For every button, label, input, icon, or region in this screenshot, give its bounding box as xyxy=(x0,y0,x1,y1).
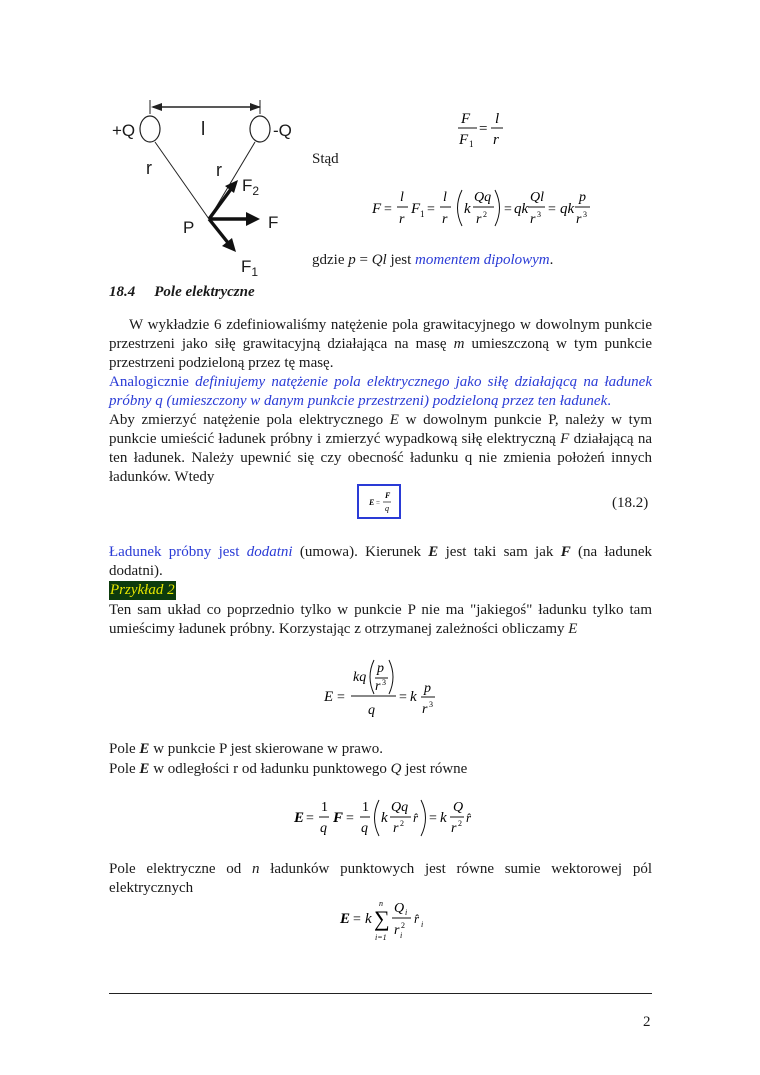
svg-text:3: 3 xyxy=(537,210,541,219)
l-label: l xyxy=(201,119,206,140)
svg-text:Qq: Qq xyxy=(474,190,492,205)
svg-text:F: F xyxy=(385,491,391,500)
svg-text:=: = xyxy=(429,811,437,826)
svg-text:r: r xyxy=(451,821,457,836)
svg-text:=: = xyxy=(376,499,380,507)
svg-text:i: i xyxy=(421,920,424,929)
svg-text:l: l xyxy=(400,190,404,205)
svg-text:r̂: r̂ xyxy=(413,810,419,825)
svg-text:q: q xyxy=(320,821,327,836)
paragraph-field-definition: Analogicznie definiujemy natężenie pola elektrycznego jako siłę działającą na ładunek próbny q (umieszczony w danym punkcie przestrzeni) podzieloną przez ten ładunek. xyxy=(109,374,652,409)
svg-text:kq: kq xyxy=(353,670,367,685)
svg-text:r: r xyxy=(442,212,448,227)
svg-text:2: 2 xyxy=(483,210,487,219)
svg-text:k: k xyxy=(381,810,388,826)
svg-text:p: p xyxy=(424,681,431,696)
svg-text:k: k xyxy=(365,911,372,927)
svg-text:r: r xyxy=(393,821,399,836)
svg-text:k: k xyxy=(440,810,447,826)
svg-text:F: F xyxy=(411,201,421,217)
svg-text:p: p xyxy=(377,661,384,676)
svg-text:r: r xyxy=(530,212,536,227)
svg-text:r: r xyxy=(422,702,428,717)
svg-text:F: F xyxy=(333,810,344,826)
section-title: Pole elektryczne xyxy=(154,284,255,300)
svg-text:1: 1 xyxy=(420,209,425,219)
svg-text:E: E xyxy=(324,689,334,705)
f2-label: $F_2$ xyxy=(242,176,260,198)
charge-minus-circle xyxy=(250,116,270,142)
footer-rule xyxy=(109,993,652,994)
dipole-moment-term: momentem dipolowym xyxy=(415,252,550,268)
svg-text:=: = xyxy=(427,202,435,217)
svg-text:Qq: Qq xyxy=(391,800,409,815)
line-field-direction: Pole E w punkcie P jest skierowane w prawo. xyxy=(109,741,383,757)
superposition-equation xyxy=(338,896,428,944)
svg-text:qk: qk xyxy=(514,201,529,217)
section-heading xyxy=(109,284,255,301)
svg-text:E: E xyxy=(294,810,305,826)
paragraph-positive-charge: Ładunek próbny jest dodatni (umowa). Kierunek E jest taki sam jak F (na ładunek dodatni). xyxy=(109,544,652,579)
svg-text:=: = xyxy=(479,121,488,137)
svg-text:l: l xyxy=(443,190,447,205)
svg-text:=: = xyxy=(384,202,392,217)
f-label: F xyxy=(268,213,279,232)
f-arrowhead xyxy=(246,212,260,226)
svg-text:F: F xyxy=(459,132,469,148)
svg-text:=: = xyxy=(353,912,361,927)
svg-text:q: q xyxy=(385,504,389,513)
svg-text:r: r xyxy=(399,212,405,227)
ratio-equation xyxy=(455,108,515,150)
example-label: Przykład 2 xyxy=(110,582,175,598)
svg-text:=: = xyxy=(346,811,354,826)
svg-text:3: 3 xyxy=(429,700,433,709)
r-line-left xyxy=(155,142,209,219)
svg-text:i=1: i=1 xyxy=(375,933,387,942)
svg-text:=: = xyxy=(337,690,345,705)
svg-text:=: = xyxy=(504,202,512,217)
svg-text:2: 2 xyxy=(458,819,462,828)
svg-text:3: 3 xyxy=(382,678,386,687)
r-left-label: r xyxy=(146,158,152,178)
svg-text:2: 2 xyxy=(401,921,405,930)
svg-text:r: r xyxy=(375,679,381,694)
svg-text:q: q xyxy=(368,703,375,718)
svg-text:F: F xyxy=(461,111,471,127)
svg-text:1: 1 xyxy=(362,800,369,815)
svg-text:n: n xyxy=(379,899,383,908)
svg-text:k: k xyxy=(410,689,417,705)
svg-text:Q: Q xyxy=(394,901,405,916)
svg-text:r: r xyxy=(576,212,582,227)
svg-text:3: 3 xyxy=(583,210,587,219)
svg-text:F: F xyxy=(372,201,382,217)
dipole-diagram xyxy=(108,98,298,283)
svg-text:Ql: Ql xyxy=(530,190,544,205)
line-point-charge: Pole E w odległości r od ładunku punktowego Q jest równe xyxy=(109,761,468,777)
dipole-moment-line: gdzie p = Ql jest momentem dipolowym. xyxy=(312,252,554,268)
svg-text:∑: ∑ xyxy=(374,906,390,931)
paragraph-superposition: Pole elektryczne od n ładunków punktowych jest równe sumie wektorowej pól elektrycznych xyxy=(109,861,652,896)
svg-text:2: 2 xyxy=(400,819,404,828)
r-right-label: r xyxy=(216,160,222,180)
svg-text:=: = xyxy=(399,690,407,705)
section-number: 18.4 xyxy=(109,284,136,300)
svg-text:1: 1 xyxy=(469,139,474,149)
charge-plus-circle xyxy=(140,116,160,142)
plus-q-label: +Q xyxy=(112,121,136,140)
field-dipole-equation xyxy=(322,656,442,720)
svg-text:E: E xyxy=(369,498,375,507)
svg-text:r: r xyxy=(476,212,482,227)
svg-text:r̂: r̂ xyxy=(414,911,420,926)
svg-text:r: r xyxy=(394,923,400,938)
arrowhead-right xyxy=(250,103,261,111)
svg-text:=: = xyxy=(306,811,314,826)
svg-text:1: 1 xyxy=(321,800,328,815)
page-number: 2 xyxy=(643,1014,651,1030)
stad-text: Stąd xyxy=(312,151,339,167)
f2-arrow-line xyxy=(209,185,234,219)
svg-text:Q: Q xyxy=(453,800,464,815)
paragraph-example: Ten sam układ co poprzednio tylko w punkcie P nie ma "jakiegoś" ładunku tylko tam umieścimy ładunek próbny. Korzystając z otrzymanej zależności obliczamy E xyxy=(109,602,652,637)
point-charge-equation xyxy=(292,796,472,840)
svg-text:p: p xyxy=(579,190,586,205)
f1-arrow-line xyxy=(209,219,229,244)
svg-text:l: l xyxy=(495,111,500,127)
paragraph-measurement: Aby zmierzyć natężenie pola elektrycznego E w dowolnym punkcie P, należy w tym punkcie umieścić ładunek próbny i zmierzyć wypadkową siłę elektryczną F działającą na ten ładunek. Należy upewnić się czy obecność ładunku q nie zmienia położeń innych ładunków. Wtedy xyxy=(109,412,652,485)
equation-number: (18.2) xyxy=(612,495,649,511)
svg-text:E: E xyxy=(340,911,351,927)
svg-text:i: i xyxy=(405,908,408,917)
force-equation xyxy=(370,186,595,232)
svg-text:r: r xyxy=(493,132,499,148)
f1-label: $F_1$ xyxy=(241,257,259,279)
svg-text:q: q xyxy=(361,821,368,836)
p-label: P xyxy=(183,218,195,237)
boxed-equation xyxy=(357,484,401,519)
svg-text:i: i xyxy=(400,931,403,940)
svg-text:qk: qk xyxy=(560,201,575,217)
svg-text:=: = xyxy=(548,202,556,217)
arrowhead-left xyxy=(151,103,162,111)
svg-text:r̂: r̂ xyxy=(466,810,472,825)
svg-text:k: k xyxy=(464,201,471,217)
minus-q-label: -Q xyxy=(273,121,292,140)
paragraph-gravity-definition: W wykładzie 6 zdefiniowaliśmy natężenie pola grawitacyjnego w dowolnym punkcie przestrzeni jako siłę grawitacyjną działająca na masę m umieszczoną w tym punkcie przestrzeni podzieloną przez tę masę. xyxy=(109,317,652,371)
